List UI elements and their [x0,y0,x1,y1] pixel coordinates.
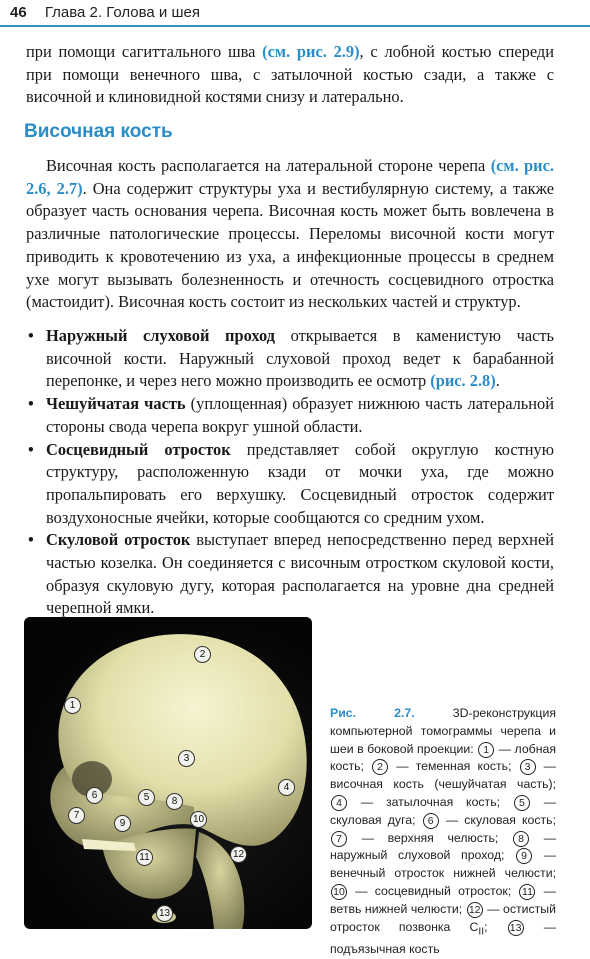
list-item [26,393,554,438]
caption-item-text: — подъязычная кость [330,919,556,956]
caption-item-text: — скуловая кость; [439,812,556,827]
caption-number: 10 [331,884,347,900]
callout-7: 7 [68,807,85,824]
caption-number: 12 [467,902,483,918]
list-item [26,529,554,620]
callout-5: 5 [138,789,155,806]
caption-number: 11 [519,884,535,900]
callout-4: 4 [278,779,295,796]
caption-item-text: — верхняя челюсть; [348,830,513,845]
bullet-icon: • [28,439,34,459]
bullet-term: Чешуйчатая часть [46,394,186,414]
callout-12: 12 [230,846,247,863]
list-item [26,439,554,530]
caption-item-text: — венечный отросток нижней челюсти; [330,848,556,881]
bullet-term: Наружный слуховой проход [46,326,275,345]
caption-label: Рис. 2.7. [330,706,415,720]
bullet-icon: • [28,326,34,345]
bullet-text: представляет собой округлую костную структуру, расположенную кзади от мочки уха, где можно пропальпировать его верхушку. Сосцевидный отросток содержит воздухоносные ячейки, которые сообщаются со средним ухом. [46,439,555,527]
caption-item-text: — теменная кость; [389,759,519,774]
callout-3: 3 [178,750,195,767]
bullet-term: Сосцевидный отросток [46,439,231,459]
callout-6: 6 [86,787,103,804]
caption-item-text: — ветвь нижней челюсти; [330,883,556,916]
caption-item-text: — остистый отросток позвонка C [330,901,556,934]
caption-intro: 3D-реконструкция компьютерной томограммы черепа и шеи в боковой проекции: [330,706,556,756]
intro-paragraph [26,41,554,109]
bullet-icon: • [28,394,34,414]
caption-item-text: — наружный слуховой проход; [330,830,557,863]
section-paragraph [26,155,554,314]
page-number: 46 [10,4,27,21]
page-header [10,4,580,26]
callout-8: 8 [166,793,183,810]
skull-ct-figure [24,617,312,929]
caption-item-text: — лобная кость; [330,741,556,774]
caption-subscript: II [478,926,485,938]
caption-item-text: — височная кость (чешуйчатая часть); [330,759,556,792]
bullet-text: выступает вперед непосредственно перед верхней частью козелка. Он соединяется с височным отростком скуловой кости, образуя скуловую дугу, которая располагается на уровне дна средней черепной ямки. [46,530,554,618]
caption-item-text: — сосцевидный отросток; [348,883,519,898]
bullet-list [26,325,554,620]
caption-number: 13 [508,920,524,936]
caption-item-text: — скуловая дуга; [330,794,556,827]
callout-2: 2 [194,646,211,663]
caption-number: 6 [423,813,439,829]
intro-text-1: при помощи сагиттального шва [26,42,263,61]
skull-illustration [24,617,312,929]
chapter-title: Глава 2. Голова и шея [44,4,200,21]
caption-number: 3 [520,759,536,775]
callout-1: 1 [64,697,81,714]
section-text-1: Височная кость располагается на латеральной стороне черепа [46,156,491,175]
bullet-end: . [495,371,500,391]
bullet-text: открывается в каменистую часть височной кости. Наружный слуховой проход ведет к барабанной перепонке, и через него можно производить ее осмотр [46,326,555,391]
caption-number: 4 [331,795,347,811]
header-rule [0,25,590,27]
bullet-term: Скуловой отросток [46,530,191,550]
figure-caption [330,705,556,959]
figure-ref-link[interactable]: (см. рис. 2.6, 2.7) [26,156,554,198]
caption-number: 5 [514,795,530,811]
list-item [26,325,554,393]
caption-number: 1 [478,742,494,758]
caption-number: 8 [513,831,529,847]
caption-number: 7 [331,831,347,847]
caption-separator: ; [484,919,488,934]
section-title: Височная кость [24,121,173,142]
bullet-icon: • [28,530,34,550]
caption-item-text: — затылочная кость; [348,794,513,809]
callout-9: 9 [114,815,131,832]
callout-10: 10 [190,811,207,828]
section-text-2: . Она содержит структуры уха и вестибулярную систему, а также образует часть основания черепа. Височная кость может быть вовлечена в различные патологические процессы. Переломы височной кости могут приводить к кровотечению из уха, а инфекционные процессы в среднем ухе могут вызывать болезненность и отечность сосцевидного отростка (мастоидит). Височная кость состоит из нескольких частей и структур. [26,178,554,312]
caption-number: 2 [372,759,388,775]
figure-ref-link[interactable]: (рис. 2.8) [430,371,496,391]
intro-text-2: , с лобной костью спереди при помощи венечного шва, с затылочной костью сзади, а также с височной и клиновидной костями снизу и латерально. [26,42,554,107]
figure-ref-link[interactable]: (см. рис. 2.9) [262,42,360,61]
caption-number: 9 [516,848,532,864]
callout-11: 11 [136,849,153,866]
bullet-text: (уплощенная) образует нижнюю часть латеральной стороны свода черепа вокруг ушной области. [46,394,555,436]
callout-13: 13 [156,905,173,922]
